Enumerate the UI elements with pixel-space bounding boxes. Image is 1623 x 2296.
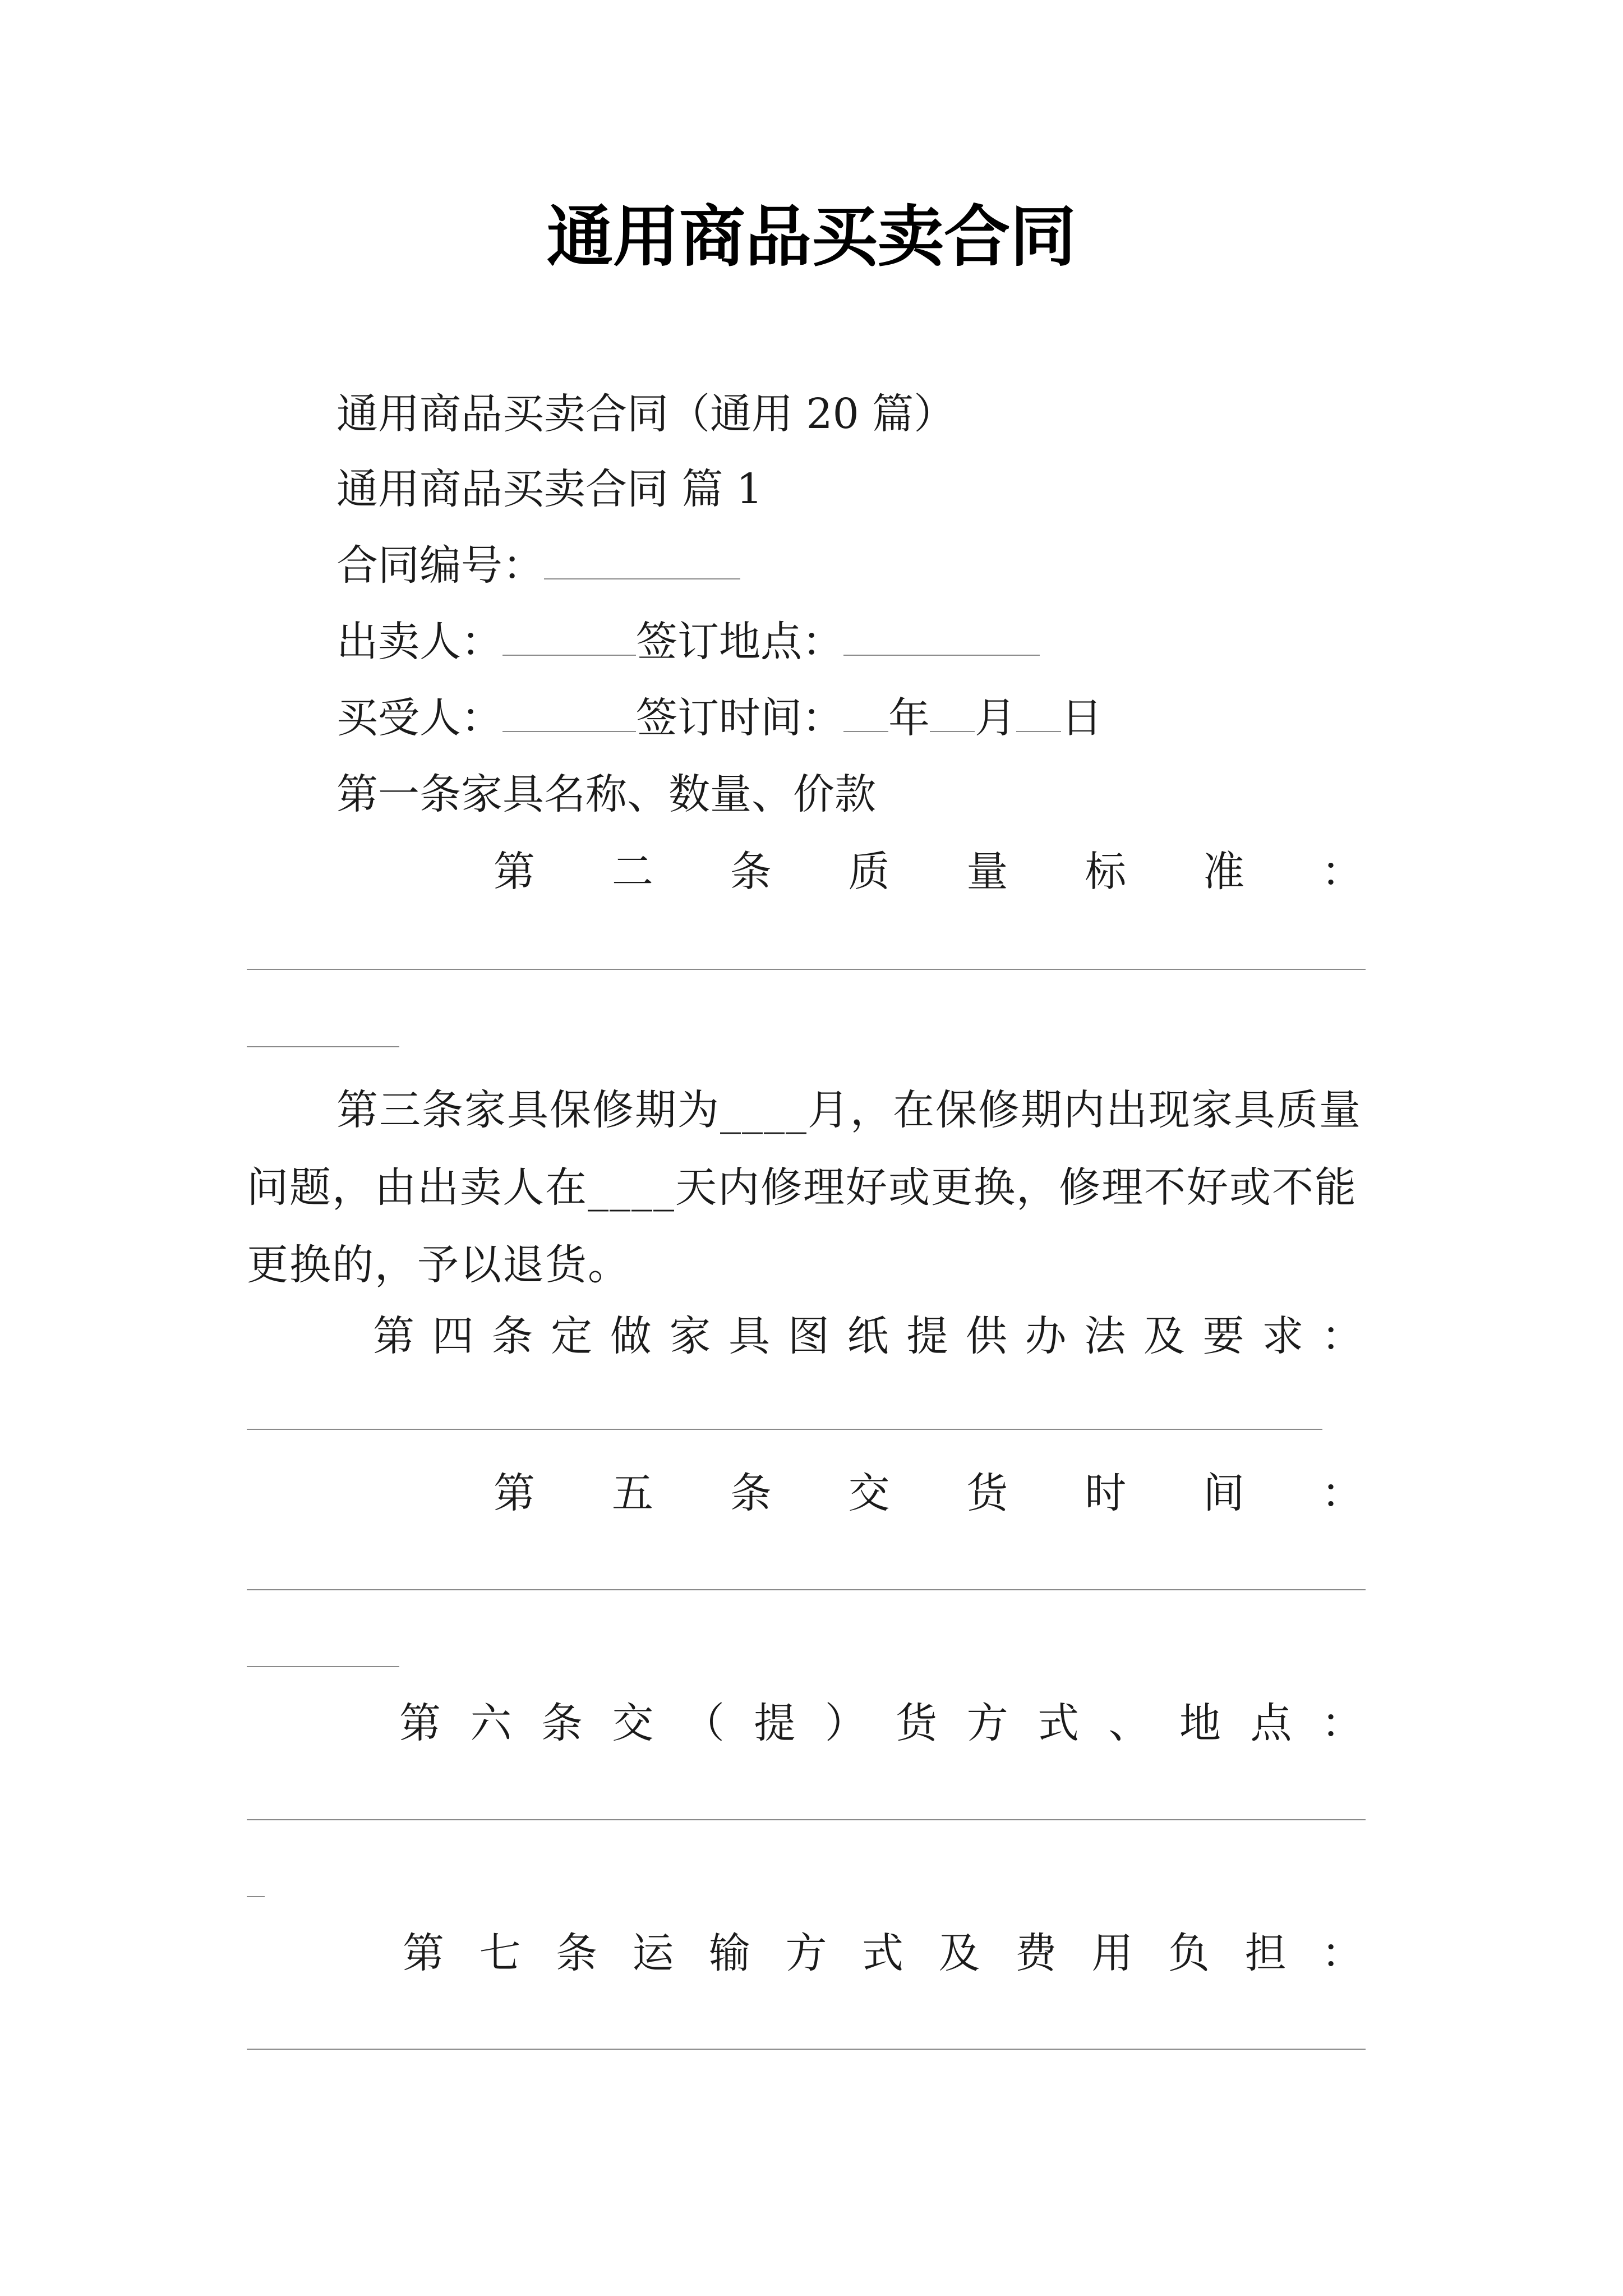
article-4-char: 四 (432, 1312, 474, 1360)
article-7-blank-line (247, 2049, 1366, 2050)
article-2-char: 条 (730, 848, 772, 896)
article-2-char: 第 (494, 848, 535, 896)
article-4-char: 图 (787, 1312, 829, 1360)
article-4-char: 具 (728, 1312, 771, 1360)
sign-time-label: 签订时间： (636, 694, 843, 742)
article-7-char: ： (1321, 1929, 1363, 1977)
article-6-char: 地 (1179, 1699, 1221, 1747)
article-4-char: ： (1321, 1312, 1363, 1360)
article-5-char: 五 (611, 1469, 653, 1517)
article-4-char: 条 (491, 1312, 533, 1360)
article-6-char: 货 (896, 1699, 938, 1747)
seller-blank (502, 615, 636, 656)
article-6-char: ： (1321, 1699, 1363, 1747)
article-6-char: （ (683, 1699, 725, 1747)
article-5-blank-line-1 (247, 1589, 1366, 1590)
document-subtitle: 通用商品买卖合同（通用 20 篇） (336, 390, 956, 438)
article-4-char: 求 (1262, 1312, 1304, 1360)
article-7-char: 式 (862, 1929, 903, 1977)
article-4-char: 纸 (847, 1312, 889, 1360)
article-4-char: 第 (373, 1312, 414, 1360)
buyer-row (336, 690, 1103, 746)
contract-number-label: 合同编号： (336, 541, 544, 590)
article-4-char: 要 (1202, 1312, 1244, 1360)
article-6 (399, 1695, 1363, 1751)
article-2-char: 准 (1203, 848, 1245, 896)
article-7-char: 及 (938, 1929, 980, 1977)
month-label: 月 (975, 694, 1016, 742)
article-4-char: 定 (551, 1312, 593, 1360)
document-title: 通用商品买卖合同 (546, 197, 1076, 275)
contract-number-row (336, 537, 740, 593)
article-5 (494, 1465, 1363, 1521)
article-7-char: 输 (709, 1929, 750, 1977)
article-6-char: 点 (1250, 1699, 1292, 1747)
article-2-char: ： (1321, 848, 1363, 896)
year-label: 年 (888, 694, 930, 742)
article-5-char: ： (1321, 1469, 1363, 1517)
article-6-char: 方 (966, 1699, 1008, 1747)
buyer-blank (502, 692, 636, 732)
article-7-char: 第 (403, 1929, 444, 1977)
article-6-char: 提 (754, 1699, 796, 1747)
article-2-blank-line-2 (247, 1046, 399, 1047)
article-6-blank-line-1 (247, 1819, 1366, 1820)
article-5-char: 第 (494, 1469, 535, 1517)
article-2-char: 质 (848, 848, 890, 896)
article-7-char: 方 (785, 1929, 827, 1977)
article-7-char: 负 (1168, 1929, 1210, 1977)
article-1: 第一条家具名称、数量、价款 (336, 770, 876, 818)
article-7-char: 运 (632, 1929, 674, 1977)
article-4-blank-line (247, 1429, 1322, 1430)
article-6-blank-line-2 (247, 1896, 265, 1897)
article-4-char: 供 (965, 1312, 1007, 1360)
article-6-char: ） (824, 1699, 866, 1747)
year-blank (843, 692, 888, 732)
article-5-char: 时 (1085, 1469, 1127, 1517)
article-5-char: 间 (1203, 1469, 1245, 1517)
article-6-char: 第 (399, 1699, 441, 1747)
day-blank (1016, 692, 1061, 732)
article-4-char: 家 (669, 1312, 711, 1360)
article-4-char: 及 (1143, 1312, 1185, 1360)
article-3: 第三条家具保修期为____月，在保修期内出现家具质量问题，由出卖人在____天内修理好或更换，修理不好或不能更换的，予以退货。 (247, 1086, 1362, 1289)
article-6-char: 交 (612, 1699, 654, 1747)
article-7 (403, 1925, 1363, 1981)
contract-number-blank (544, 539, 740, 579)
article-4 (373, 1308, 1363, 1364)
article-7-char: 费 (1015, 1929, 1057, 1977)
sign-place-blank (843, 615, 1040, 656)
article-6-char: 六 (470, 1699, 512, 1747)
seller-row (336, 614, 1040, 670)
article-7-char: 担 (1244, 1929, 1287, 1977)
article-2-blank-line-1 (247, 969, 1366, 970)
sign-place-label: 签订地点： (636, 618, 843, 666)
article-4-char: 做 (610, 1312, 652, 1360)
article-5-char: 交 (848, 1469, 890, 1517)
article-2-char: 量 (966, 848, 1008, 896)
article-6-char: 、 (1108, 1699, 1150, 1747)
article-2-char: 二 (611, 848, 653, 896)
buyer-label: 买受人： (336, 694, 502, 742)
article-5-char: 货 (966, 1469, 1008, 1517)
article-7-char: 用 (1091, 1929, 1133, 1977)
article-2-char: 标 (1085, 848, 1127, 896)
article-4-char: 法 (1084, 1312, 1126, 1360)
article-7-char: 七 (479, 1929, 521, 1977)
article-4-char: 办 (1025, 1312, 1067, 1360)
day-label: 日 (1061, 694, 1103, 742)
article-4-char: 提 (906, 1312, 948, 1360)
article-7-char: 条 (556, 1929, 597, 1977)
seller-label: 出卖人： (336, 618, 502, 666)
month-blank (930, 692, 975, 732)
article-6-char: 式 (1038, 1699, 1080, 1747)
article-6-char: 条 (541, 1699, 583, 1747)
article-5-char: 条 (730, 1469, 772, 1517)
section-heading: 通用商品买卖合同 篇 1 (336, 465, 763, 513)
article-5-blank-line-2 (247, 1666, 399, 1667)
article-2 (494, 844, 1363, 900)
